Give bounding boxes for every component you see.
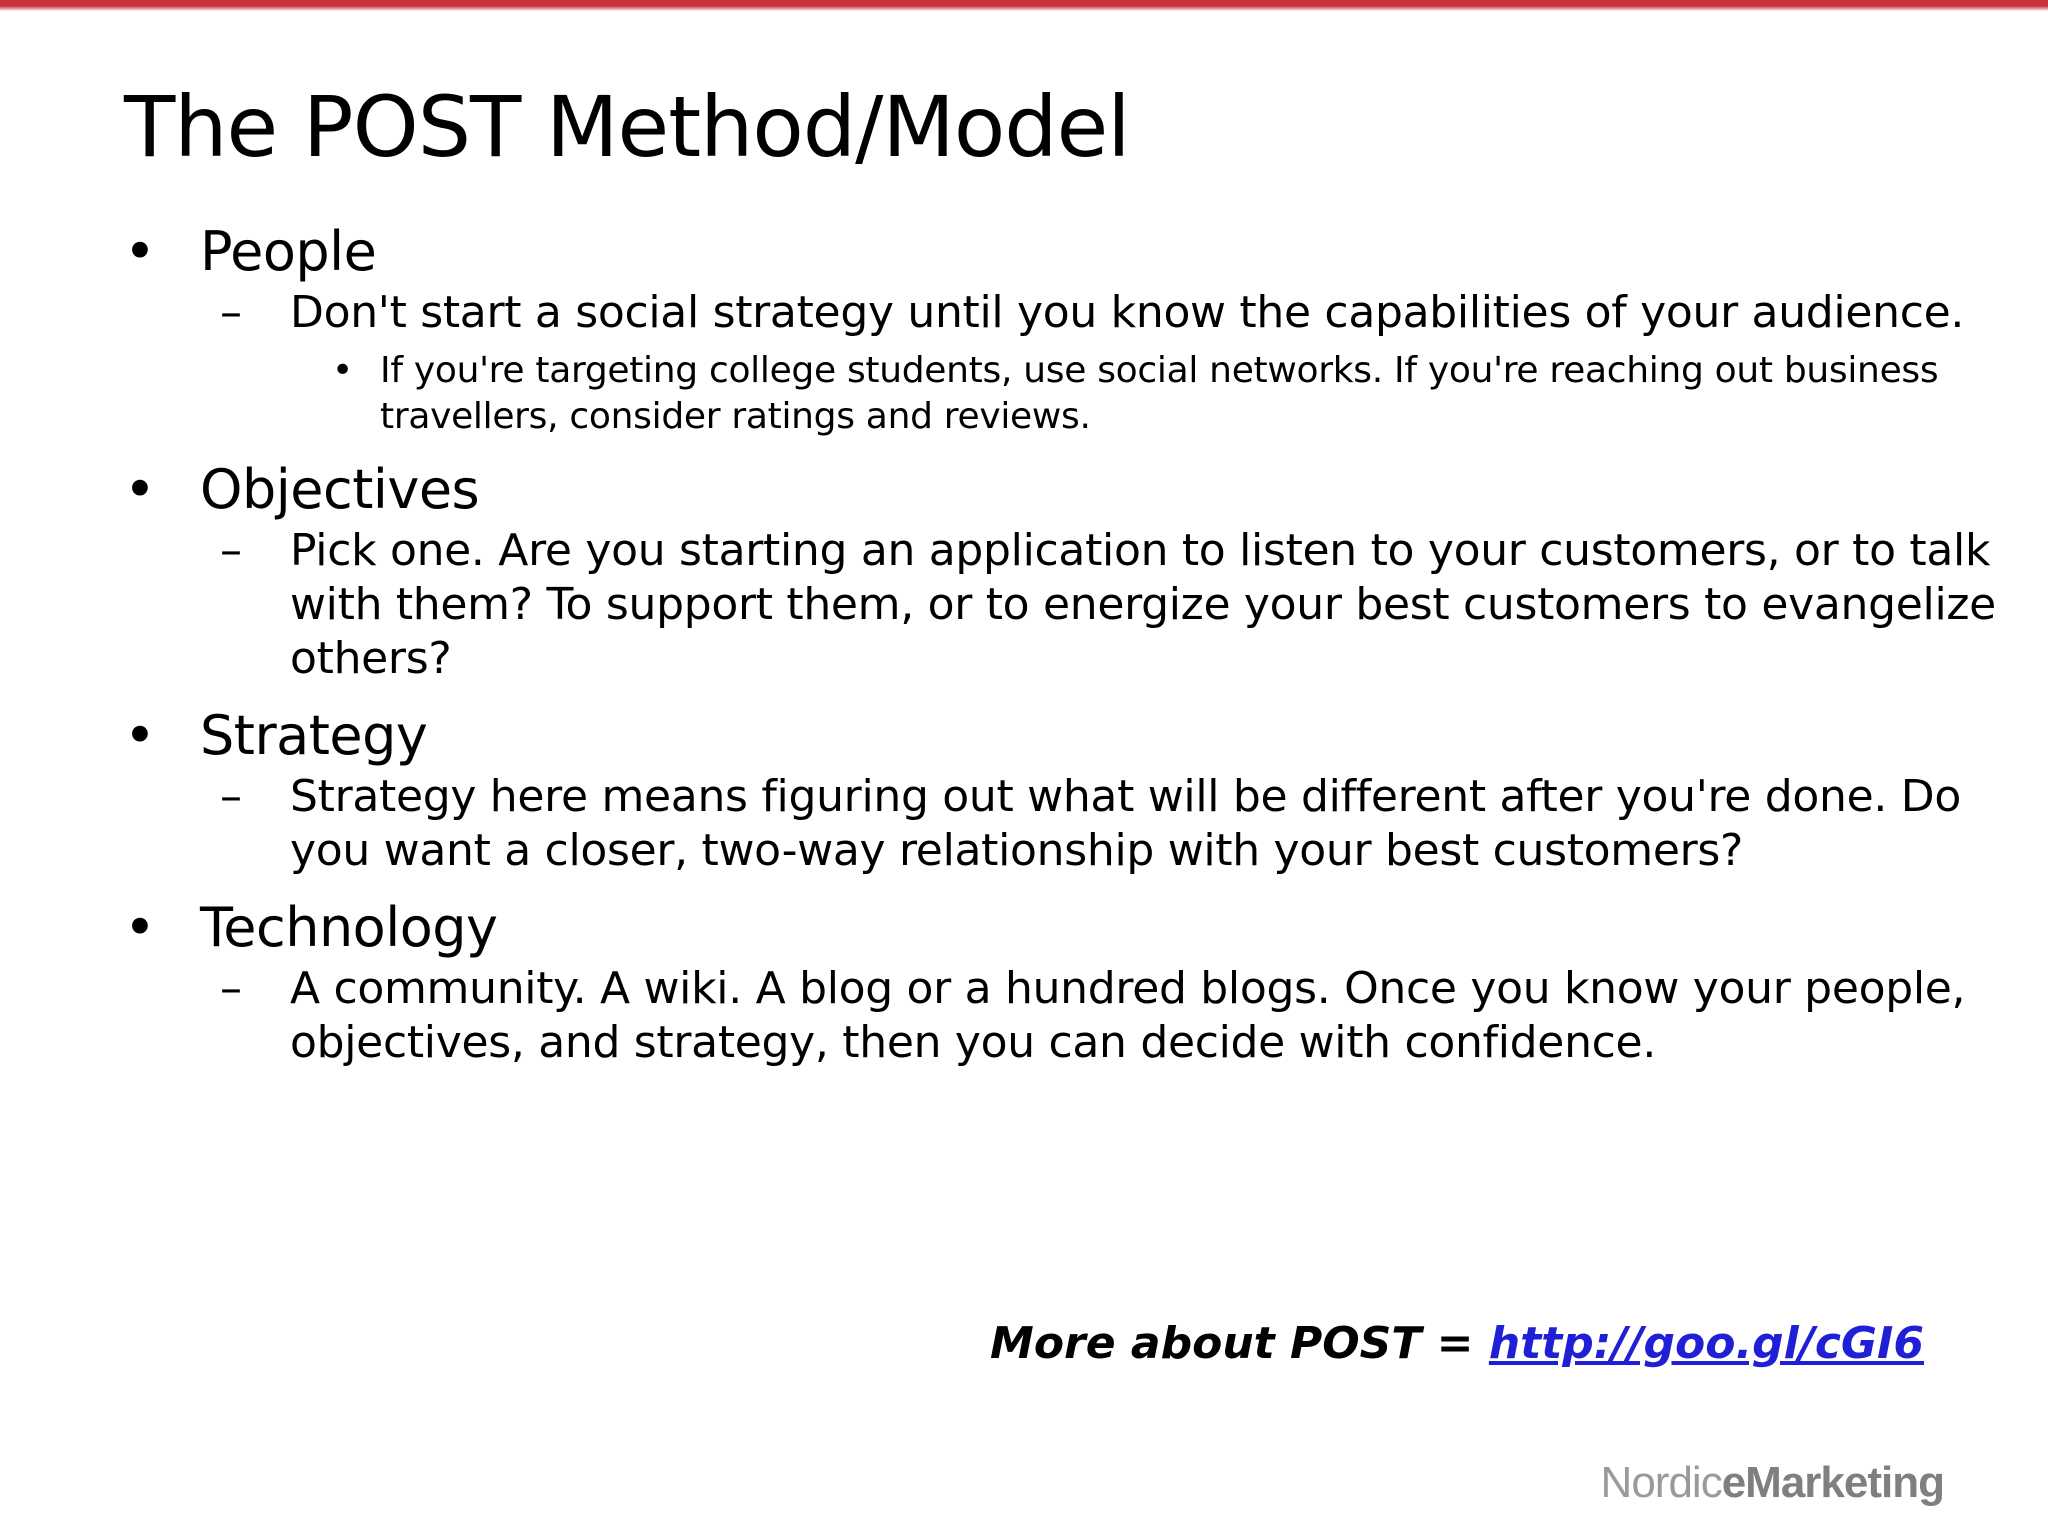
- logo-bold-text: eMarketing: [1721, 1458, 1944, 1507]
- top-accent-bar: [0, 0, 2048, 11]
- subpoint: [220, 962, 2010, 1070]
- logo-light-text: Nordic: [1600, 1458, 1722, 1507]
- bullet-objectives: [124, 456, 1944, 524]
- dash-icon: –: [220, 525, 242, 576]
- more-about-post: [990, 1318, 1924, 1369]
- bullet-heading: Technology: [200, 896, 498, 959]
- bullet-heading: Strategy: [200, 704, 428, 767]
- subpoint: [220, 286, 2010, 340]
- dash-icon: –: [220, 963, 242, 1014]
- subpoint: [220, 524, 2010, 686]
- bullet-heading: People: [200, 220, 377, 283]
- bullet-strategy: [124, 702, 1944, 770]
- more-label: More about POST =: [990, 1318, 1489, 1369]
- bullet-technology: [124, 894, 1944, 962]
- bullet-icon: •: [124, 220, 156, 283]
- slide-title: The POST Method/Model: [124, 78, 1130, 176]
- bullet-icon: •: [124, 896, 156, 959]
- bullet-people: [124, 218, 1944, 286]
- bullet-icon: •: [124, 458, 156, 521]
- dash-icon: –: [220, 287, 242, 338]
- bullet-heading: Objectives: [200, 458, 480, 521]
- dash-icon: –: [220, 771, 242, 822]
- post-link[interactable]: http://goo.gl/cGI6: [1488, 1318, 1924, 1369]
- bullet-icon: •: [332, 350, 353, 391]
- subpoint-text: Strategy here means figuring out what will be different after you're done. Do you want a closer, two-way relationship with your best customers?: [290, 771, 1961, 876]
- bullet-icon: •: [124, 704, 156, 767]
- sub-subpoint-text: If you're targeting college students, use social networks. If you're reaching out business travellers, consider ratings and reviews.: [380, 350, 1939, 437]
- subpoint: [220, 770, 2010, 878]
- subpoint-text: Don't start a social strategy until you know the capabilities of your audience.: [290, 287, 1965, 338]
- sub-subpoint: [332, 348, 2020, 440]
- nordic-emarketing-logo: [1601, 1458, 1944, 1508]
- slide-body: [124, 218, 1996, 1070]
- subpoint-text: A community. A wiki. A blog or a hundred blogs. Once you know your people, objectives, and strategy, then you can decide with confidence.: [290, 963, 1966, 1068]
- subpoint-text: Pick one. Are you starting an application to listen to your customers, or to talk with them? To support them, or to energize your best customers to evangelize others?: [290, 525, 1996, 684]
